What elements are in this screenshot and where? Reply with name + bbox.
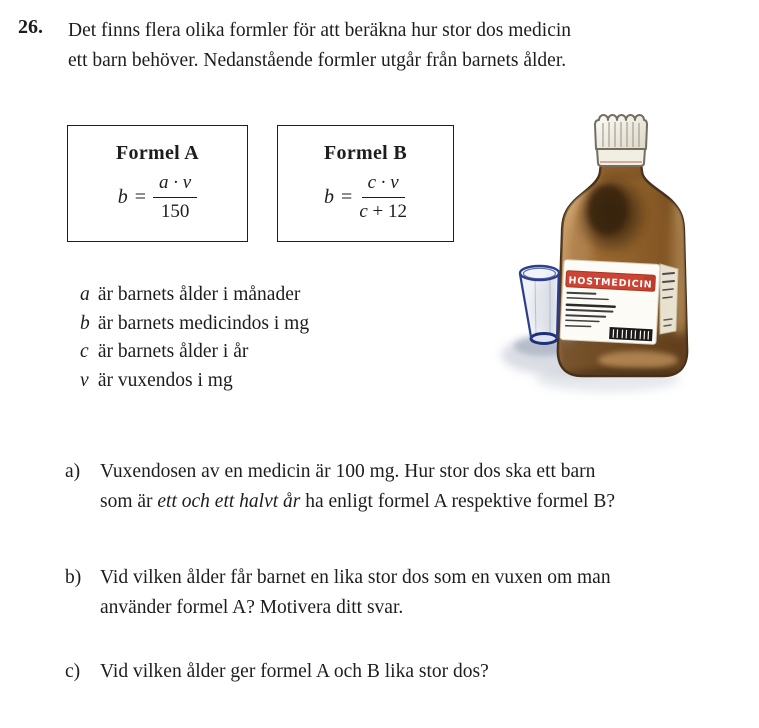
formula-a-lhs: b: [117, 185, 128, 208]
intro-line-2: ett barn behöver. Nedanstående formler utgår från barnets ålder.: [68, 50, 567, 71]
bottle-cap: [595, 115, 647, 166]
label-barcode: [609, 327, 653, 341]
bottle-label: [560, 260, 660, 345]
bottle-label-text: HOSTMEDICIN: [568, 275, 653, 291]
variable-definitions: [80, 281, 309, 395]
formula-b-fraction: [359, 172, 407, 223]
subquestion-b: [65, 563, 611, 623]
variable-definition-v: v är vuxendos i mg: [80, 369, 233, 391]
formula-a-equals: =: [134, 185, 147, 208]
variable-definition-b: b är barnets medicindos i mg: [80, 312, 310, 334]
formula-box-a: [67, 125, 248, 242]
question-intro: [68, 16, 571, 76]
emphasis-age: ett och ett halvt år: [157, 491, 301, 512]
subquestion-b-text: Vid vilken ålder får barnet en lika stor dos som en vuxen om man använder formel A? Motivera ditt svar.: [100, 567, 611, 618]
subquestion-a-text: Vuxendosen av en medicin är 100 mg. Hur stor dos ska ett barn som är ett och ett halvt år ha enligt formel A respektive formel B?: [100, 461, 615, 512]
subquestion-b-label: b): [65, 567, 82, 588]
formula-a-numerator: a · v: [153, 172, 197, 198]
subquestion-c: [65, 657, 489, 687]
formula-a-expression: [118, 172, 197, 223]
formula-box-b: [277, 125, 454, 242]
intro-line-1: Det finns flera olika formler för att beräkna hur stor dos medicin: [68, 20, 572, 41]
formula-a-denominator: 150: [160, 200, 190, 222]
medicine-bottle-illustration: [488, 92, 758, 400]
formula-a-fraction: [153, 172, 197, 223]
formula-b-denominator: c + 12: [359, 200, 407, 222]
measuring-cup: [520, 266, 559, 345]
formula-a-title: Formel A: [116, 142, 199, 164]
question-number: 26.: [18, 16, 43, 38]
variable-definition-c: c är barnets ålder i år: [80, 341, 249, 362]
subquestion-a-label: a): [65, 461, 81, 482]
formula-b-numerator: c · v: [362, 172, 405, 198]
label-side-panel: [660, 264, 678, 334]
formula-b-equals: =: [341, 185, 353, 208]
subquestion-c-text: Vid vilken ålder ger formel A och B lika stor dos?: [100, 661, 489, 682]
subquestion-c-label: c): [65, 661, 81, 682]
formula-b-expression: [324, 172, 407, 223]
formula-b-title: Formel B: [324, 142, 407, 164]
subquestion-a: [65, 457, 615, 517]
variable-definition-a: a är barnets ålder i månader: [80, 284, 301, 305]
formula-b-lhs: b: [324, 185, 335, 208]
